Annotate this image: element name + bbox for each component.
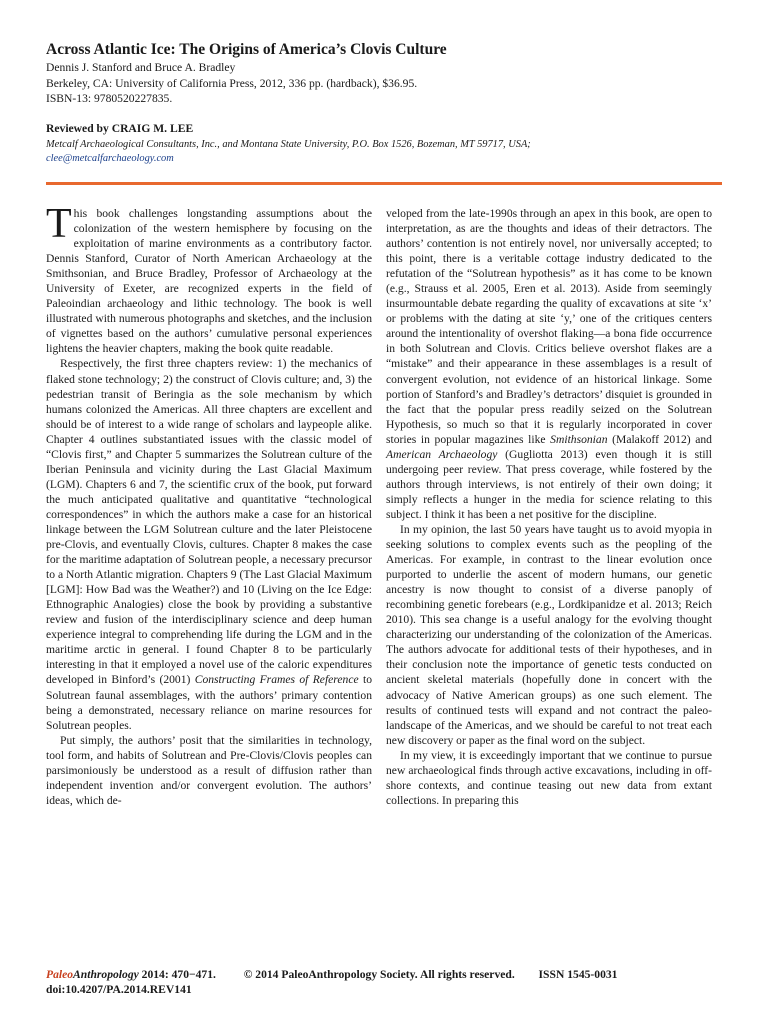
paragraph-4-text-c: (Gugliotta 2013) even though it is still undergoing peer review. That press coverage, while fostered by the authors through interviews, is not entirely of their own doing; it simply reflects a hunger in the media for science relating to this subject. I think it has been a net positive for the discipline. — [386, 447, 712, 521]
book-publisher: Berkeley, CA: University of California Press, 2012, 336 pp. (hardback), $36.95. — [46, 76, 418, 90]
paragraph-5: In my opinion, the last 50 years have taught us to avoid myopia in seeking solutions to complex events such as the peopling of the Americas. For example, in contrast to the linear evolution once purported to underlie the ascent of modern humans, our genetic ancestry is now thought to consist of a diverse panoply of recombining genetic forebears (e.g., Lordkipanidze et al. 2013; Reich 2010). This sea change is a useful analogy for the evolving thought characterizing our understanding of the colonization of the Americas. The authors advocate for additional tests of their hypotheses, and in their conclusion note the importance of genetic tests conducted on ancient skeletal materials (hopefully done in concert with the advocacy of Native American groups) as one such element. The results of continued tests will expand and not contract the paleo-landscape of the Americas, and we should be careful to not treat each new discovery or paper as the final word on the subject. — [386, 522, 712, 747]
left-column — [46, 201, 372, 808]
paragraph-4-text-b: (Malakoff 2012) and — [607, 432, 712, 446]
paragraph-2-text-a: Respectively, the first three chapters review: 1) the mechanics of flaked stone technology; 2) the construct of Clovis culture; and, 3) the pedestrian transit of Beringia as the sole mechanism by which humans colonized the Americas. All three chapters are excellent and should be of interest to a wide range of scholars and laypeople alike. Chapter 4 outlines substantiated issues with the classic model of “Clovis first,” and Chapter 5 summarizes the Solutrean culture of the Iberian Peninsula and vicinity during the Last Glacial Maximum (LGM). Chapters 6 and 7, the scientific crux of the book, put forward the much anticipated qualitative and quantitative “technological correspondences” in which the authors make a case for an historical linkage between the LGM Solutrean culture and the later Pleistocene pre-Clovis, and eventually Clovis, cultures. Chapter 8 makes the case for the maritime adaptation of Solutrean people, a necessary precursor to a North Atlantic migration. Chapters 9 (The Last Glacial Maximum [LGM]: How Bad was the Weather?) and 10 (Living on the Ice Edge: Ethnographic Analogies) close the book by providing a substantive review and fusion of the interdisciplinary science and deep human experience integral to comprehending life during the LGM and in the maritime arctic in general. I found Chapter 8 to be particularly interesting in that it employed a novel use of the caloric expenditures developed in Binford’s (2001) — [46, 357, 372, 687]
book-authors: Dennis J. Stanford and Bruce A. Bradley — [46, 61, 236, 74]
reviewer-affiliation — [46, 138, 722, 166]
paragraph-2 — [46, 356, 372, 732]
page-footer — [46, 967, 736, 997]
paragraph-3: Put simply, the authors’ posit that the similarities in technology, tool form, and habits of Solutrean and Pre-Clovis/Clovis peoples can parsimoniously be understood as a result of diffusion rather than independent invention and/or convergent evolution. The authors’ ideas, which de- — [46, 733, 372, 807]
paragraph-6: In my view, it is exceedingly important that we continue to pursue new archaeological finds through active excavations, including in off-shore contexts, and continue teasing out new data from extant collections. In preparing this — [386, 748, 712, 807]
footer-copyright: © 2014 PaleoAnthropology Society. All rights reserved. — [243, 968, 515, 981]
book-citation-italic: Constructing Frames of Reference — [194, 673, 359, 687]
book-isbn: ISBN-13: 9780520227835. — [46, 92, 173, 105]
book-header — [46, 40, 722, 107]
footer-pages: 2014: 470−471. — [138, 968, 216, 981]
paragraph-4 — [386, 206, 712, 522]
magazine-smithsonian-italic: Smithsonian — [550, 432, 608, 446]
journal-name-anthropology: Anthropology — [73, 968, 139, 981]
book-title: Across Atlantic Ice: The Origins of America’s Clovis Culture — [46, 41, 447, 58]
paragraph-2-text-b: to Solutrean faunal assemblages, with the authors’ primary contention being a demonstrated, necessary reliance on marine resources for Solutrean peoples. — [46, 673, 372, 732]
footer-line-1 — [46, 967, 736, 982]
paragraph-4-text-a: veloped from the late-1990s through an apex in this book, are open to interpretation, as are the thoughts and ideas of their detractors. The authors’ contention is not entirely novel, nor universally accepted; to this point, there is a veritable cottage industry dedicated to the refutation of the “Solutrean hypothesis” as it has come to be known (e.g., Strauss et al. 2005, Eren et al. 2013). Aside from seemingly insurmountable debate regarding the quality of excavations at site ‘x’ or problems with the dating at site ‘y,’ one of the critiques centers around the intentionality of overshot flaking—a bona fide occurrence in both Solutrean and Clovis. Critics believe overshot flakes are a “mistake” and their appearance in these assemblages is a result of convergent evolution, not evidence of an historical linkage. Some portion of Stanford’s and Bradley’s detractors’ disquiet is grounded in the fact that the popular press readily seized on the Solutrean Hypothesis, so much so that it is regularly incorporated in cover stories in popular magazines like — [386, 207, 712, 446]
paragraph-1 — [46, 201, 372, 356]
paragraph-1-text: his book challenges longstanding assumptions about the colonization of the western hemisphere by focusing on the exploitation of marine environments as a contributory factor. Dennis Stanford, Curator of North American Archaeology at the Smithsonian, and Bruce Bradley, Professor of Archaeology at the University of Exeter, are recognized experts in the field of Paleoindian archaeology and lithic technology. The book is well illustrated with numerous photographs and sketches, and the inclusion of vignettes based on the authors’ cumulative personal experiences lightens the heavier chapters, making the book quite readable. — [46, 207, 372, 356]
drop-cap: T — [46, 201, 72, 247]
footer-doi: doi:10.4207/PA.2014.REV141 — [46, 983, 192, 996]
reviewer-email-link[interactable]: clee@metcalfarchaeology.com — [46, 153, 174, 164]
affiliation-text: Metcalf Archaeological Consultants, Inc., and Montana State University, P.O. Box 1526, Bozeman, MT 59717, USA; — [46, 139, 531, 150]
right-column — [386, 206, 712, 808]
magazine-american-archaeology-italic: American Archaeology — [386, 447, 498, 461]
footer-issn: ISSN 1545-0031 — [538, 968, 618, 981]
reviewer-line: Reviewed by CRAIG M. LEE — [46, 122, 194, 135]
header-rule — [46, 182, 722, 185]
journal-name-paleo: Paleo — [46, 968, 74, 981]
